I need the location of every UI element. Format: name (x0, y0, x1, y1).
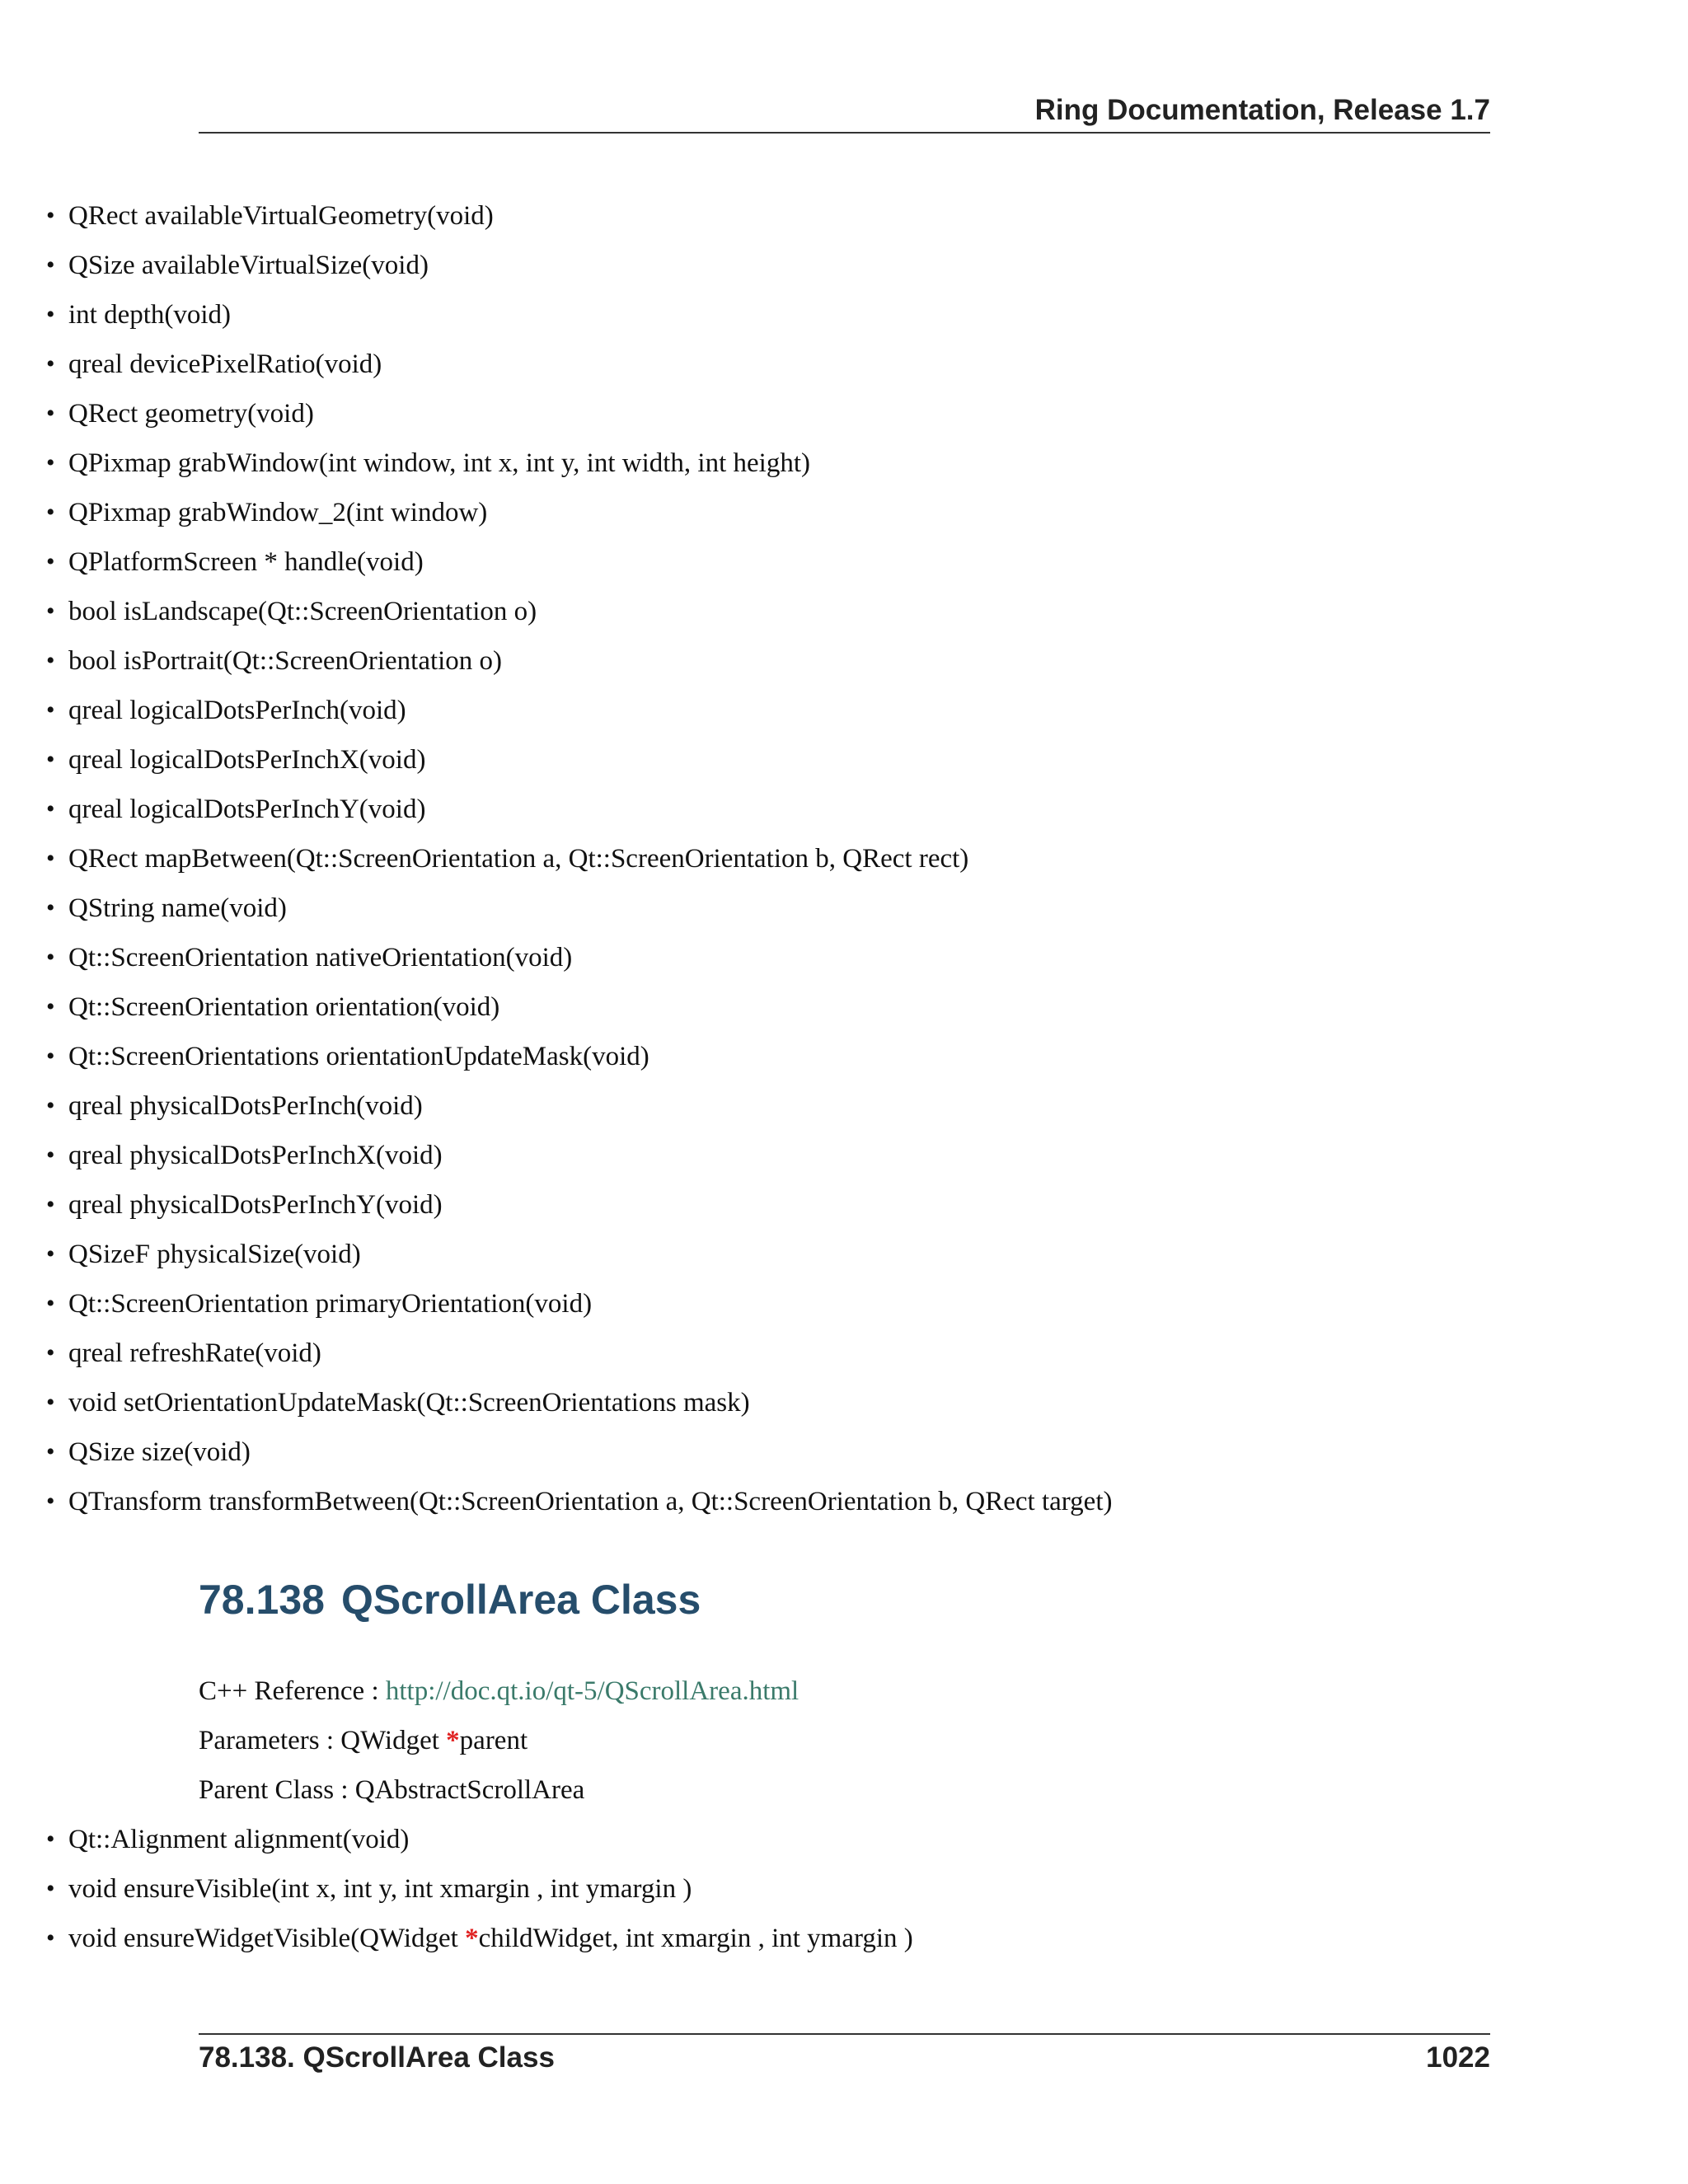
method-signature: Qt::ScreenOrientation nativeOrientation(void) (68, 943, 573, 972)
method-item (0, 1477, 1292, 1526)
method-signature: QSizeF physicalSize(void) (68, 1240, 361, 1269)
method-signature: QPixmap grabWindow_2(int window) (68, 498, 488, 527)
method-signature: QSize size(void) (68, 1437, 251, 1467)
bullet-icon: • (46, 1924, 55, 1952)
bullet-icon: • (46, 845, 55, 872)
bullet-icon: • (46, 1290, 55, 1317)
bullet-icon: • (46, 1438, 55, 1465)
bullet-icon: • (46, 598, 55, 625)
bullet-icon: • (46, 202, 55, 229)
method-item (0, 883, 1292, 933)
method-item (0, 982, 1292, 1032)
bullet-icon: • (46, 1141, 55, 1169)
method-item (0, 1081, 1292, 1131)
method-signature: qreal physicalDotsPerInchY(void) (68, 1190, 443, 1220)
bullet-icon: • (46, 1389, 55, 1416)
method-item (0, 389, 1292, 438)
method-signature: qreal logicalDotsPerInchY(void) (68, 794, 426, 824)
method-signature: void ensureVisible(int x, int y, int xmargin , int ymargin ) (68, 1874, 692, 1904)
method-signature: QRect geometry(void) (68, 399, 314, 429)
method-signature: qreal logicalDotsPerInch(void) (68, 696, 406, 725)
method-item (0, 537, 1292, 587)
method-item (0, 1230, 1292, 1279)
method-signature: qreal physicalDotsPerInch(void) (68, 1091, 423, 1121)
method-signature: Qt::ScreenOrientation orientation(void) (68, 992, 500, 1022)
method-item (0, 785, 1292, 834)
method-item (0, 1914, 1292, 1963)
method-item (0, 438, 1292, 488)
section-heading (199, 1576, 701, 1624)
method-signature: Qt::Alignment alignment(void) (68, 1825, 410, 1854)
method-item (0, 488, 1292, 537)
method-item (0, 636, 1292, 686)
parent-class-line (199, 1765, 584, 1815)
parameters-label: Parameters : QWidget (199, 1726, 447, 1755)
method-list-top (0, 191, 1292, 1526)
method-item (0, 933, 1292, 982)
method-item (0, 1815, 1292, 1864)
bullet-icon: • (46, 696, 55, 724)
method-item (0, 340, 1292, 389)
page-footer (199, 2033, 1490, 2084)
method-item (0, 1329, 1292, 1378)
bullet-icon: • (46, 449, 55, 476)
method-signature: int depth(void) (68, 300, 232, 330)
method-signature: bool isLandscape(Qt::ScreenOrientation o) (68, 597, 537, 626)
method-item (0, 686, 1292, 735)
method-signature: qreal refreshRate(void) (68, 1338, 321, 1368)
bullet-icon: • (46, 647, 55, 674)
bullet-icon: • (46, 1240, 55, 1268)
pointer-star: * (446, 1726, 460, 1755)
bullet-icon: • (46, 1488, 55, 1515)
method-signature: void setOrientationUpdateMask(Qt::ScreenOrientations mask) (68, 1388, 750, 1418)
bullet-icon: • (46, 746, 55, 773)
section-number: 78.138 (199, 1577, 325, 1623)
method-item (0, 587, 1292, 636)
bullet-icon: • (46, 400, 55, 427)
page-header (199, 89, 1490, 134)
bullet-icon: • (46, 1825, 55, 1853)
bullet-icon: • (46, 548, 55, 575)
method-list-section (0, 1815, 1292, 1963)
parent-class-text: Parent Class : QAbstractScrollArea (199, 1775, 585, 1805)
bullet-icon: • (46, 993, 55, 1020)
bullet-icon: • (46, 1092, 55, 1119)
bullet-icon: • (46, 1191, 55, 1218)
bullet-icon: • (46, 1875, 55, 1902)
method-signature: QRect mapBetween(Qt::ScreenOrientation a, Qt::ScreenOrientation b, QRect rect) (68, 844, 969, 874)
method-signature: bool isPortrait(Qt::ScreenOrientation o) (68, 646, 503, 676)
bullet-icon: • (46, 1043, 55, 1070)
bullet-icon: • (46, 301, 55, 328)
bullet-icon: • (46, 499, 55, 526)
method-signature: Qt::ScreenOrientation primaryOrientation(void) (68, 1289, 593, 1319)
bullet-icon: • (46, 350, 55, 377)
method-signature: QSize availableVirtualSize(void) (68, 251, 429, 280)
bullet-icon: • (46, 1339, 55, 1366)
footer-section-title: 78.138. QScrollArea Class (199, 2041, 555, 2074)
method-signature: qreal devicePixelRatio(void) (68, 349, 382, 379)
method-item (0, 191, 1292, 241)
bullet-icon: • (46, 795, 55, 823)
method-signature: qreal physicalDotsPerInchX(void) (68, 1141, 443, 1170)
bullet-icon: • (46, 251, 55, 279)
method-signature: qreal logicalDotsPerInchX(void) (68, 745, 426, 775)
method-item (0, 1864, 1292, 1914)
header-title: Ring Documentation, Release 1.7 (1034, 94, 1490, 126)
method-item (0, 1131, 1292, 1180)
method-item (0, 241, 1292, 290)
method-signature-rest: childWidget, int xmargin , int ymargin ) (478, 1924, 913, 1953)
method-item (0, 834, 1292, 883)
bullet-icon: • (46, 894, 55, 921)
footer-page-number: 1022 (1426, 2041, 1490, 2074)
method-signature: QPlatformScreen * handle(void) (68, 547, 424, 577)
method-item (0, 1427, 1292, 1477)
method-item (0, 1279, 1292, 1329)
method-item (0, 290, 1292, 340)
method-signature: QPixmap grabWindow(int window, int x, int y, int width, int height) (68, 448, 810, 478)
method-item (0, 1032, 1292, 1081)
method-signature: QRect availableVirtualGeometry(void) (68, 201, 494, 231)
bullet-icon: • (46, 944, 55, 971)
section-title-text: QScrollArea Class (340, 1577, 701, 1623)
parameters-name: parent (459, 1726, 528, 1755)
parameters-line (199, 1716, 528, 1765)
cpp-reference-label: C++ Reference : (199, 1676, 386, 1706)
method-signature: void ensureWidgetVisible(QWidget (68, 1924, 466, 1953)
method-item (0, 1378, 1292, 1427)
method-signature: Qt::ScreenOrientations orientationUpdateMask(void) (68, 1042, 649, 1071)
cpp-reference-line (199, 1666, 799, 1716)
pointer-star: * (465, 1924, 479, 1953)
method-item (0, 735, 1292, 785)
cpp-reference-link[interactable]: http://doc.qt.io/qt-5/QScrollArea.html (385, 1676, 799, 1706)
method-signature: QTransform transformBetween(Qt::ScreenOrientation a, Qt::ScreenOrientation b, QRect target) (68, 1487, 1113, 1516)
method-signature: QString name(void) (68, 893, 287, 923)
method-item (0, 1180, 1292, 1230)
